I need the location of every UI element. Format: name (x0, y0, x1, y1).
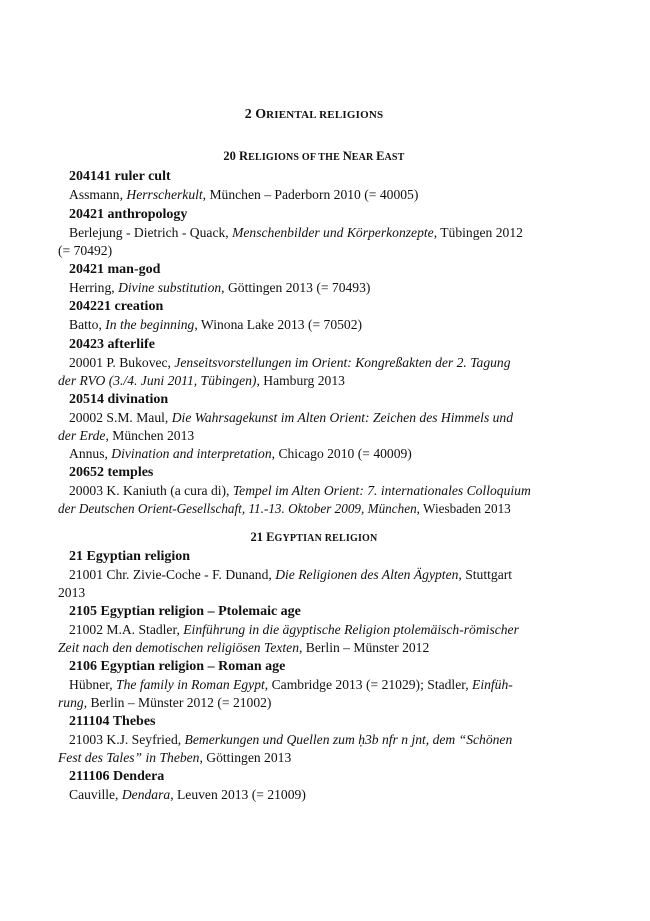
entry-heading: 20421 anthropology (69, 207, 188, 222)
entry-heading: 21 Egyptian religion (69, 549, 191, 564)
entry-heading: 204221 creation (69, 299, 164, 314)
entry-citation: Batto, In the beginning, Winona Lake 2013 (= 70502) (69, 317, 363, 332)
entry-heading: 211106 Dendera (69, 769, 165, 784)
entry-citation-cont: (= 70492) (58, 243, 113, 258)
entry-egyptian-religion (58, 548, 570, 602)
entry-citation: 21002 M.A. Stadler, Einführung in die ägyptische Religion ptolemäisch-römischer (69, 622, 519, 637)
entry-heading: 20514 divination (69, 392, 169, 407)
entry-heading: 2106 Egyptian religion – Roman age (69, 659, 286, 674)
entry-citation: 21003 K.J. Seyfried, Bemerkungen und Quellen zum ḥ3b nfr n jnt, dem “Schönen (69, 732, 513, 747)
entry-citation: Hübner, The family in Roman Egypt, Cambridge 2013 (= 21029); Stadler, Einfüh- (69, 677, 513, 692)
entry-citation: 20001 P. Bukovec, Jenseitsvorstellungen im Orient: Kongreßakten der 2. Tagung (69, 355, 511, 370)
chapter-title-20: 20 RELIGIONS OF THE NEAR EAST (223, 149, 405, 163)
chapter-title-21: 21 EGYPTIAN RELIGION (250, 530, 378, 544)
entry-citation: Berlejung - Dietrich - Quack, Menschenbilder und Körperkonzepte, Tübingen 2012 (69, 225, 523, 240)
entry-citation-cont: Fest des Tales” in Theben, Göttingen 2013 (58, 750, 292, 765)
entry-creation (58, 298, 570, 334)
entry-anthropology (58, 206, 570, 260)
entry-citation: Herring, Divine substitution, Göttingen 2013 (= 70493) (69, 280, 371, 295)
entry-heading: 20421 man-god (69, 262, 161, 277)
entry-temples (58, 464, 570, 518)
entry-thebes (58, 713, 570, 767)
entry-citation-cont: rung, Berlin – Münster 2012 (= 21002) (58, 695, 272, 710)
entry-citation-cont: der Deutschen Orient-Gesellschaft, 11.-13. Oktober 2009, München, Wiesbaden 2013 (58, 501, 511, 516)
entry-heading: 20652 temples (69, 465, 154, 480)
entry-heading: 20423 afterlife (69, 337, 155, 352)
entry-man-god (58, 261, 570, 297)
entry-citation-cont: der Erde, München 2013 (58, 428, 195, 443)
entry-heading: 211104 Thebes (69, 714, 156, 729)
entry-citation-cont: 2013 (58, 585, 86, 600)
entry-afterlife (58, 336, 570, 390)
entry-citation: 20002 S.M. Maul, Die Wahrsagekunst im Alten Orient: Zeichen des Himmels und (69, 410, 514, 425)
entry-ptolemaic-age (58, 603, 570, 657)
entry-ruler-cult (58, 168, 570, 204)
entry-roman-age (58, 658, 570, 712)
entry-citation: 21001 Chr. Zivie-Coche - F. Dunand, Die Religionen des Alten Ägypten, Stuttgart (69, 567, 513, 582)
entry-citation: Cauville, Dendara, Leuven 2013 (= 21009) (69, 787, 306, 802)
entry-heading: 2105 Egyptian religion – Ptolemaic age (69, 604, 301, 619)
entry-dendera (58, 768, 570, 804)
entry-citation-cont: der RVO (3./4. Juni 2011, Tübingen), Hamburg 2013 (58, 373, 345, 388)
entry-citation: Annus, Divination and interpretation, Chicago 2010 (= 40009) (69, 446, 412, 461)
entry-citation: 20003 K. Kaniuth (a cura di), Tempel im Alten Orient: 7. internationales Colloquium (69, 483, 531, 498)
entry-divination (58, 391, 570, 463)
part-title: 2 ORIENTAL RELIGIONS (244, 107, 384, 122)
entry-citation: Assmann, Herrscherkult, München – Paderborn 2010 (= 40005) (69, 187, 419, 202)
entry-heading: 204141 ruler cult (69, 169, 171, 184)
entry-citation-cont: Zeit nach den demotischen religiösen Texten, Berlin – Münster 2012 (58, 640, 430, 655)
